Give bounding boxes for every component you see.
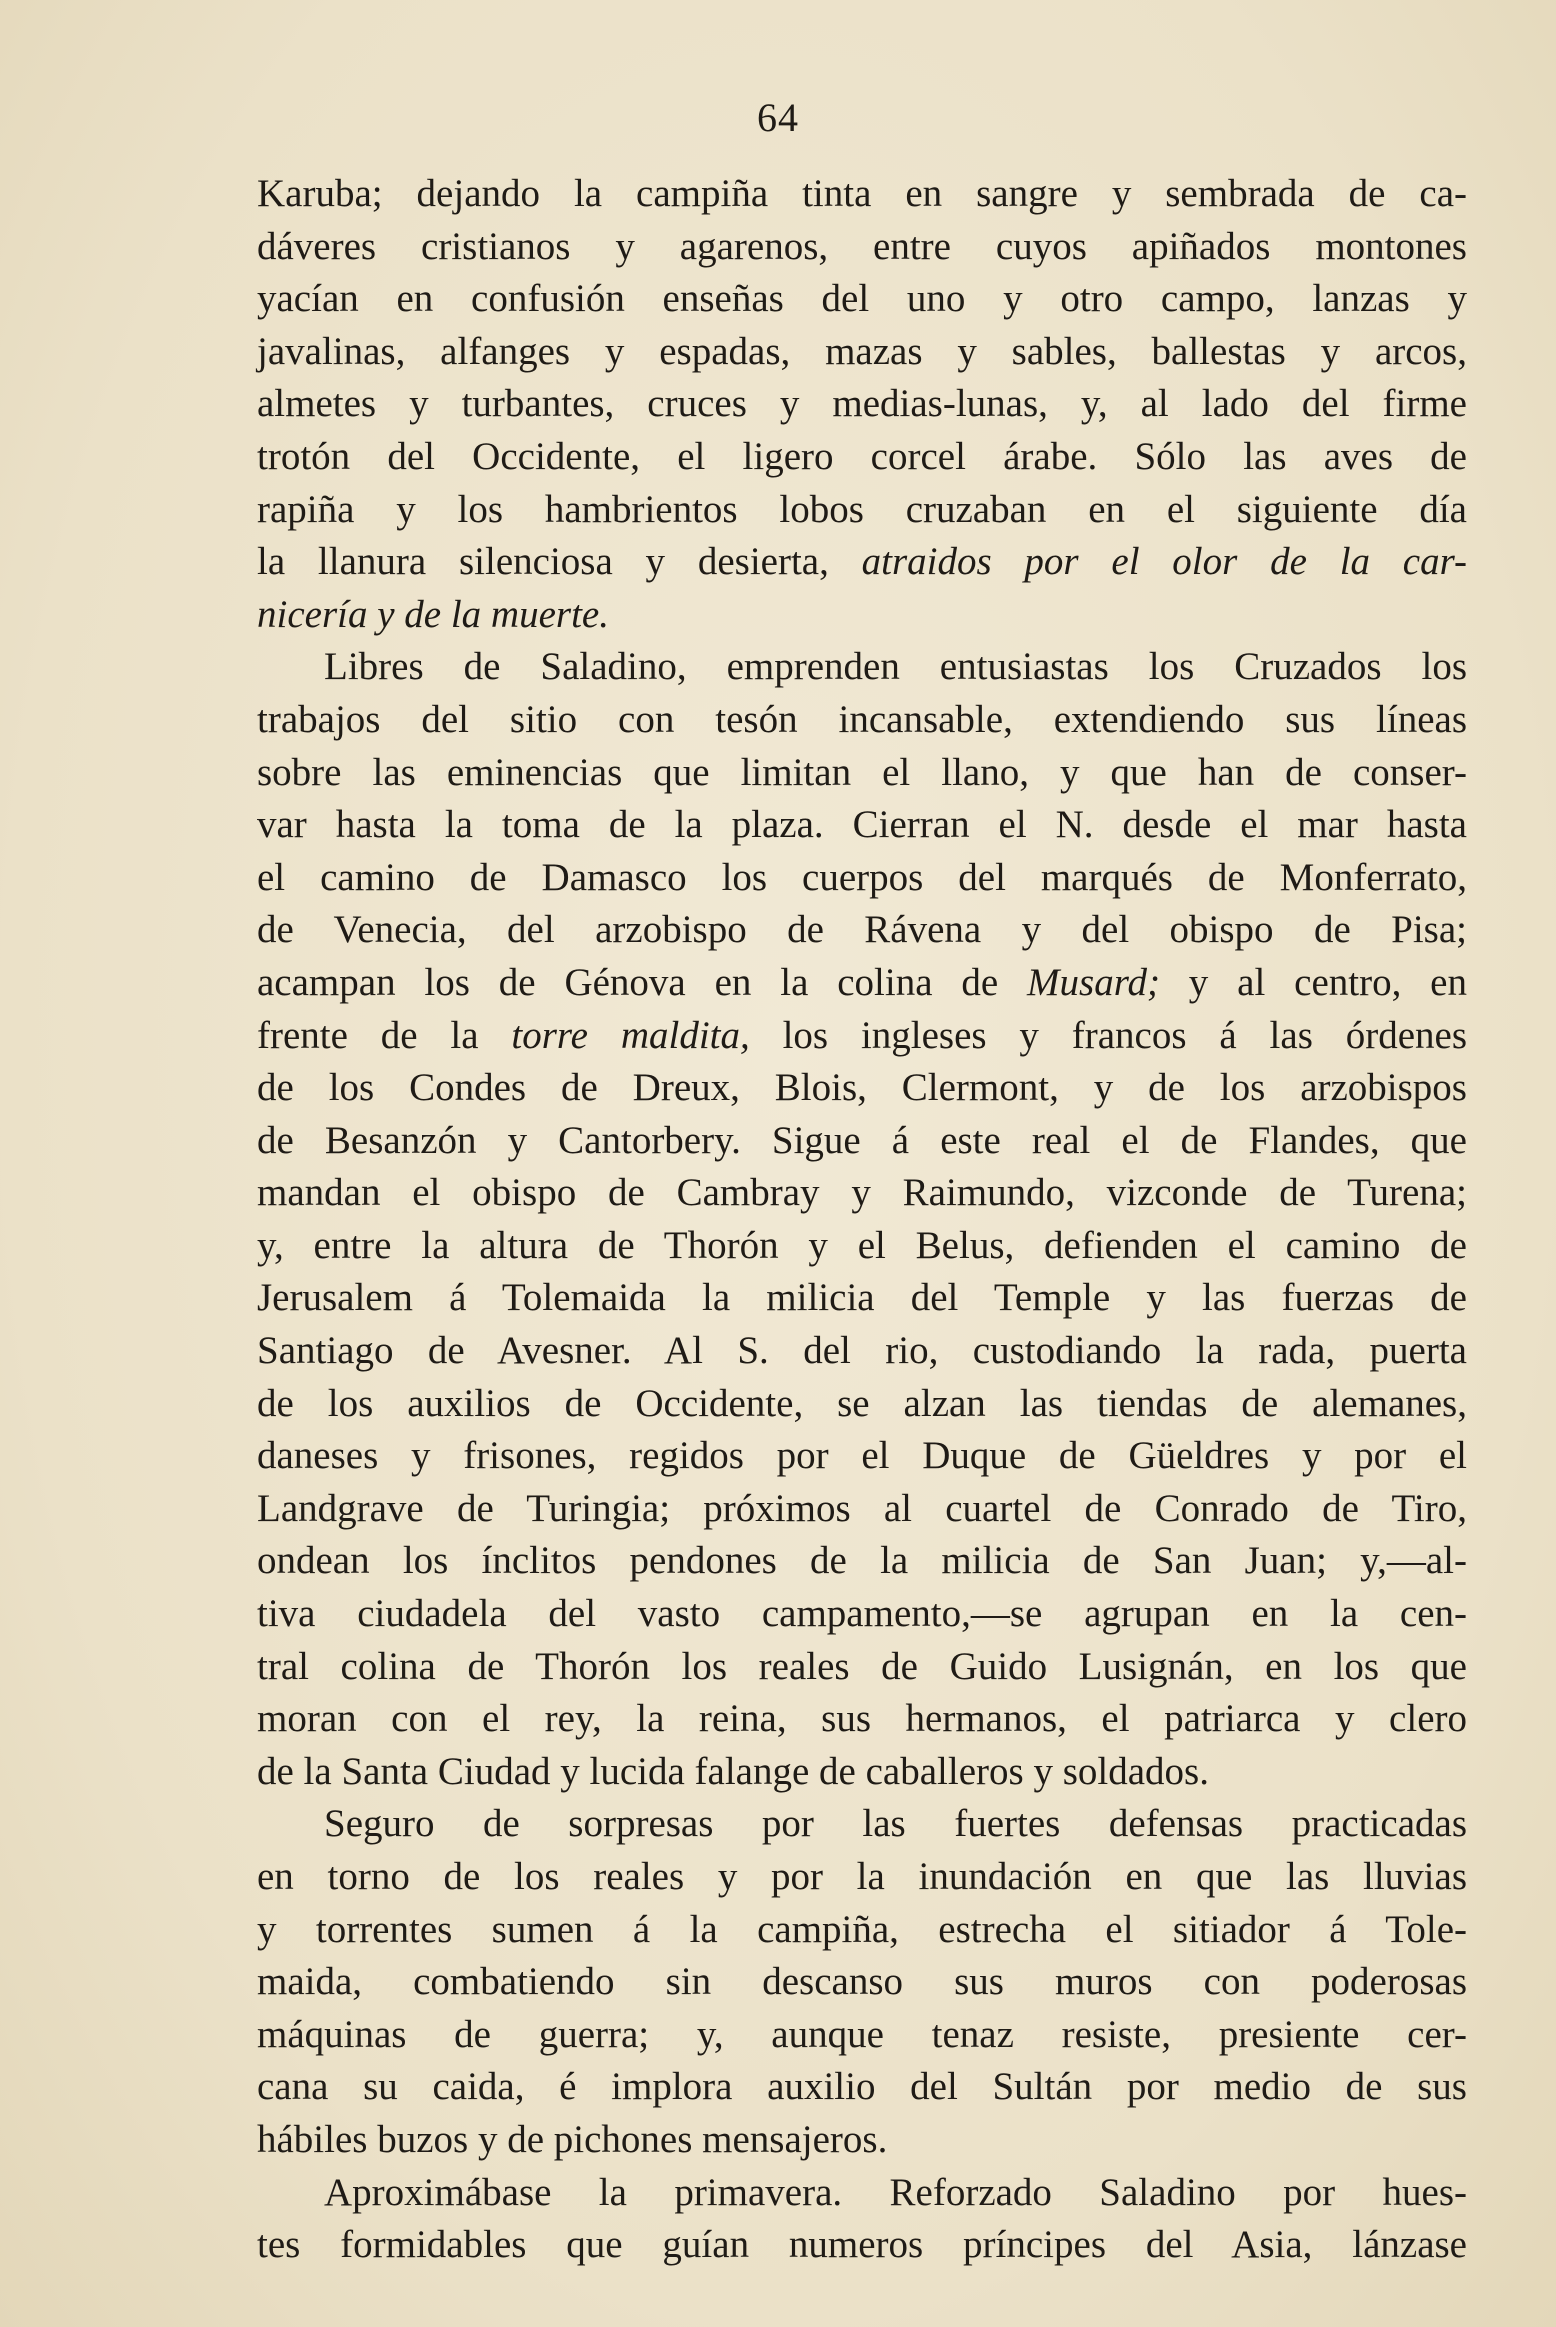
text-line <box>257 1483 1467 1536</box>
text-segment: yacían en confusión enseñas del uno y otro campo, lanzas y <box>257 277 1467 321</box>
text-line <box>257 589 1467 642</box>
text-line <box>257 431 1467 484</box>
text-segment: Landgrave de Turingia; próximos al cuartel de Conrado de Tiro, <box>257 1486 1467 1530</box>
text-segment: de Besanzón y Cantorbery. Sigue á este real el de Flandes, que <box>257 1118 1467 1162</box>
text-segment: y, entre la altura de Thorón y el Belus, defienden el camino de <box>257 1223 1467 1267</box>
text-line <box>257 1641 1467 1694</box>
text-segment: trotón del Occidente, el ligero corcel árabe. Sólo las aves de <box>257 434 1467 478</box>
text-line <box>257 641 1467 694</box>
text-segment: rapiña y los hambrientos lobos cruzaban en el siguiente día <box>257 487 1467 531</box>
text-line <box>257 799 1467 852</box>
text-segment: Libres de Saladino, emprenden entusiastas los Cruzados los <box>324 645 1467 689</box>
text-segment: y torrentes sumen á la campiña, estrecha el sitiador á Tole- <box>257 1907 1467 1951</box>
text-line <box>257 852 1467 905</box>
text-line <box>257 1167 1467 1220</box>
text-line <box>257 747 1467 800</box>
italic-text: atraidos por el olor de la car- <box>861 540 1467 584</box>
text-line <box>257 221 1467 274</box>
text-segment: daneses y frisones, regidos por el Duque de Güeldres y por el <box>257 1434 1467 1478</box>
text-segment: frente de la <box>257 1013 512 1057</box>
text-line <box>257 2167 1467 2220</box>
text-line <box>257 1010 1467 1063</box>
text-line <box>257 1956 1467 2009</box>
text-segment: javalinas, alfanges y espadas, mazas y sables, ballestas y arcos, <box>257 329 1467 373</box>
text-segment: los ingleses y francos á las órdenes <box>749 1013 1467 1057</box>
text-segment: Karuba; dejando la campiña tinta en sangre y sembrada de ca- <box>257 172 1467 215</box>
text-line <box>257 2061 1467 2114</box>
text-line <box>257 1115 1467 1168</box>
text-segment: acampan los de Génova en la colina de <box>257 960 1028 1004</box>
text-segment: máquinas de guerra; y, aunque tenaz resiste, presiente cer- <box>257 2012 1467 2056</box>
text-line <box>257 168 1467 221</box>
text-line <box>257 1378 1467 1431</box>
text-segment: trabajos del sitio con tesón incansable, extendiendo sus líneas <box>257 697 1467 741</box>
text-line <box>257 1220 1467 1273</box>
body-text <box>257 168 1467 2272</box>
text-line <box>257 1430 1467 1483</box>
text-line <box>257 2114 1467 2167</box>
text-line <box>257 1746 1467 1799</box>
text-segment: var hasta la toma de la plaza. Cierran el N. desde el mar hasta <box>257 803 1467 847</box>
text-segment: ondean los ínclitos pendones de la milicia de San Juan; y,—al- <box>257 1539 1467 1583</box>
italic-text: torre maldita, <box>511 1013 750 1057</box>
text-segment: almetes y turbantes, cruces y medias-lunas, y, al lado del firme <box>257 382 1467 426</box>
text-line <box>257 1535 1467 1588</box>
text-line <box>257 957 1467 1010</box>
text-segment: la llanura silenciosa y desierta, <box>257 540 862 584</box>
text-segment: mandan el obispo de Cambray y Raimundo, vizconde de Turena; <box>257 1171 1467 1215</box>
text-line <box>257 1588 1467 1641</box>
text-line <box>257 1798 1467 1851</box>
text-segment: cana su caida, é implora auxilio del Sultán por medio de sus <box>257 2065 1467 2109</box>
text-line <box>257 378 1467 431</box>
text-line <box>257 273 1467 326</box>
page-number: 64 <box>757 95 799 140</box>
text-segment: de la Santa Ciudad y lucida falange de caballeros y soldados. <box>257 1749 1209 1793</box>
text-segment: Seguro de sorpresas por las fuertes defensas practicadas <box>324 1802 1467 1846</box>
text-segment: sobre las eminencias que limitan el llano, y que han de conser- <box>257 750 1467 794</box>
text-segment: dáveres cristianos y agarenos, entre cuyos apiñados montones <box>257 224 1467 268</box>
text-line <box>257 2009 1467 2062</box>
text-segment: de Venecia, del arzobispo de Rávena y del obispo de Pisa; <box>257 908 1467 952</box>
text-line <box>257 326 1467 379</box>
italic-text: Musard; <box>1027 960 1160 1004</box>
text-segment: en torno de los reales y por la inundación en que las lluvias <box>257 1855 1467 1898</box>
text-segment: de los auxilios de Occidente, se alzan las tiendas de alemanes, <box>257 1381 1467 1425</box>
text-line <box>257 904 1467 957</box>
text-line <box>257 1062 1467 1115</box>
text-segment: Santiago de Avesner. Al S. del rio, custodiando la rada, puerta <box>257 1329 1467 1373</box>
text-segment: Jerusalem á Tolemaida la milicia del Temple y las fuerzas de <box>257 1276 1467 1320</box>
text-segment: de los Condes de Dreux, Blois, Clermont, y de los arzobispos <box>257 1066 1467 1110</box>
text-line <box>257 1904 1467 1957</box>
text-segment: tes formidables que guían numeros príncipes del Asia, lánzase <box>257 2223 1467 2267</box>
text-line <box>257 2219 1467 2272</box>
text-line <box>257 1325 1467 1378</box>
text-line <box>257 536 1467 589</box>
text-segment: el camino de Damasco los cuerpos del marqués de Monferrato, <box>257 855 1467 899</box>
italic-text: nicería y de la muerte. <box>257 592 609 636</box>
text-segment: tral colina de Thorón los reales de Guido Lusignán, en los que <box>257 1644 1467 1688</box>
text-line <box>257 1851 1467 1904</box>
text-segment: moran con el rey, la reina, sus hermanos, el patriarca y clero <box>257 1697 1467 1741</box>
text-line <box>257 1693 1467 1746</box>
text-segment: y al centro, en <box>1159 960 1467 1004</box>
text-segment: Aproximábase la primavera. Reforzado Saladino por hues- <box>324 2170 1467 2214</box>
text-line <box>257 1272 1467 1325</box>
text-line <box>257 694 1467 747</box>
text-segment: maida, combatiendo sin descanso sus muros con poderosas <box>257 1960 1467 2004</box>
text-segment: hábiles buzos y de pichones mensajeros. <box>257 2117 888 2161</box>
text-line <box>257 484 1467 537</box>
text-segment: tiva ciudadela del vasto campamento,—se agrupan en la cen- <box>257 1592 1467 1636</box>
